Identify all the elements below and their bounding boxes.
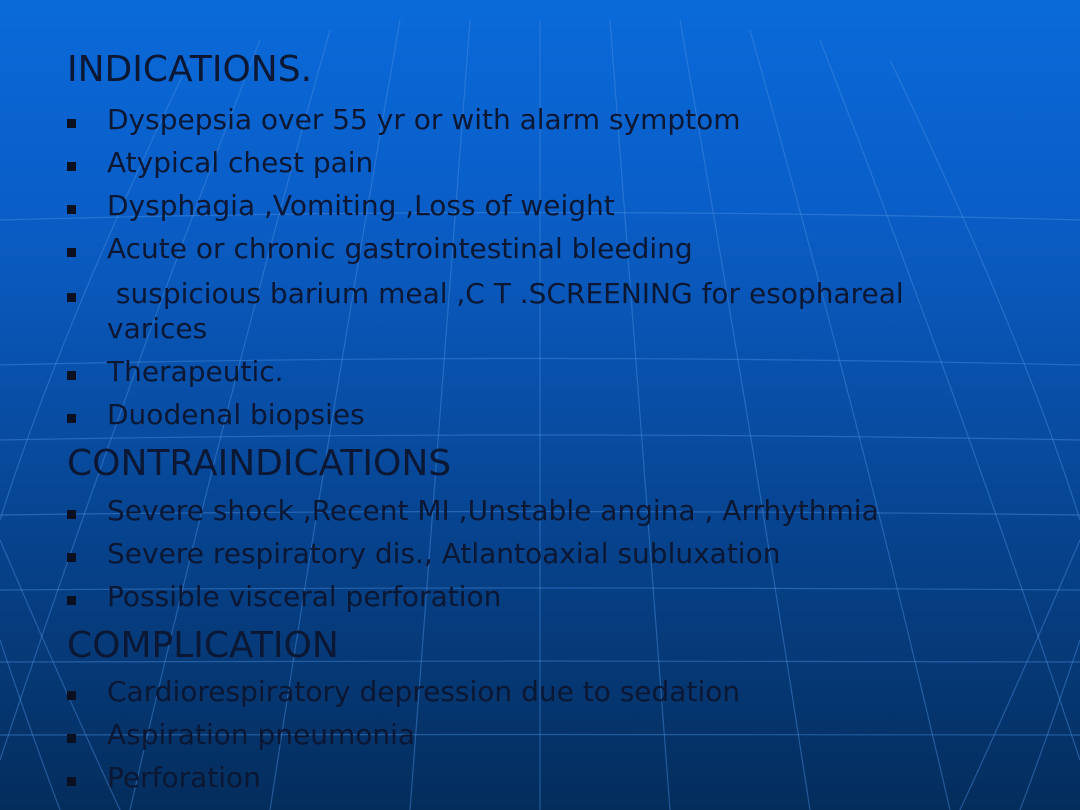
square-bullet-icon (67, 205, 76, 214)
bullet-text: Dysphagia ,Vomiting ,Loss of weight (107, 189, 615, 222)
bullet-text: Therapeutic. (107, 355, 284, 388)
square-bullet-icon (67, 596, 76, 605)
square-bullet-icon (67, 248, 76, 257)
square-bullet-icon (67, 510, 76, 519)
square-bullet-icon (67, 734, 76, 743)
square-bullet-icon (67, 119, 76, 128)
square-bullet-icon (67, 553, 76, 562)
square-bullet-icon (67, 162, 76, 171)
bullet-text: Cardiorespiratory depression due to sedation (107, 675, 741, 708)
square-bullet-icon (67, 371, 76, 380)
square-bullet-icon (67, 691, 76, 700)
bullet-text: Severe shock ,Recent MI ,Unstable angina , Arrhythmia (107, 494, 879, 527)
section-heading: INDICATIONS. (67, 49, 313, 90)
bullet-text: suspicious barium meal ,C T .SCREENING for esophareal varices (107, 277, 913, 345)
square-bullet-icon (67, 293, 76, 302)
square-bullet-icon (67, 777, 76, 786)
bullet-text: Perforation (107, 761, 261, 794)
bullet-text: Severe respiratory dis., Atlantoaxial subluxation (107, 537, 781, 570)
bullet-text: Atypical chest pain (107, 146, 374, 179)
section-heading: COMPLICATION (67, 625, 339, 666)
section-heading: CONTRAINDICATIONS (67, 443, 452, 484)
bullet-text: Aspiration pneumonia (107, 718, 416, 751)
bullet-text: Acute or chronic gastrointestinal bleeding (107, 232, 693, 265)
square-bullet-icon (67, 414, 76, 423)
bullet-text: Duodenal biopsies (107, 398, 365, 431)
bullet-text: Possible visceral perforation (107, 580, 502, 613)
bullet-text: Dyspepsia over 55 yr or with alarm symptom (107, 103, 741, 136)
